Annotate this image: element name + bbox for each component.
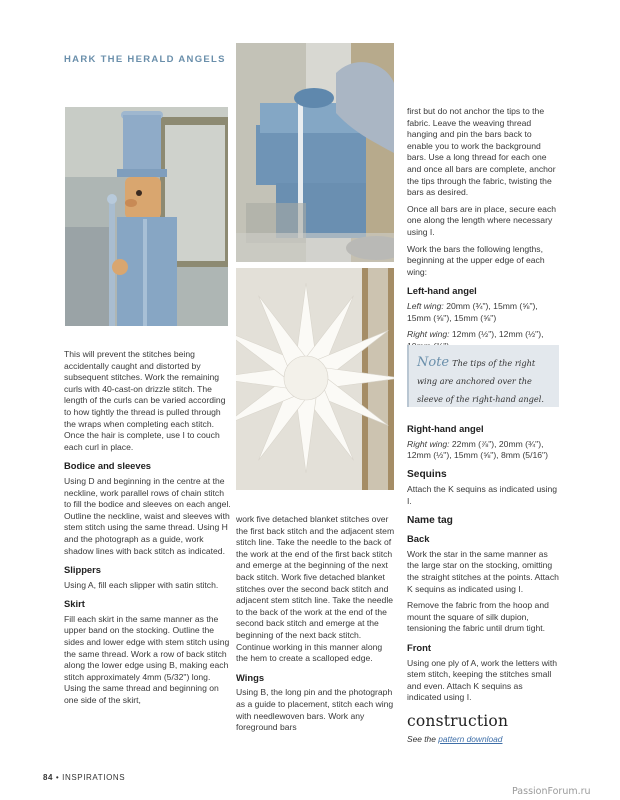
construction-heading: construction	[407, 712, 509, 730]
left-wing-lengths	[407, 301, 557, 324]
section-title: HARK THE HERALD ANGELS	[64, 54, 226, 65]
secure-paragraph: Once all bars are in place, secure each one along the length where necessary using I.	[407, 203, 557, 237]
watermark-text: PassionForum.ru	[512, 786, 591, 797]
wings-paragraph: Using B, the long pin and the photograph as a guide to placement, stitch each wing with needlewoven bars. Work any foreground bars	[236, 687, 394, 733]
pattern-download-link[interactable]: pattern download	[438, 734, 503, 744]
footer-label: INSPIRATIONS	[62, 773, 126, 782]
note-text: The tips of the right wing are anchored over the sleeve of the right-hand angel.	[417, 358, 544, 404]
name-tag-heading: Name tag	[407, 514, 453, 526]
skirt-heading: Skirt	[64, 598, 85, 610]
left-wing-label: Left wing:	[407, 300, 444, 311]
left-text-column	[64, 349, 232, 707]
right-angel-heading: Right-hand angel	[407, 423, 484, 434]
bars-paragraph: first but do not anchor the tips to the fabric. Leave the weaving thread hanging and pin the bars back to enable you to work the background bars. Use a long thread for each one and once all bars are complete, anchor the tips through the fabric, twisting the bars as desired.	[407, 106, 556, 198]
page-footer	[43, 773, 125, 782]
slippers-paragraph: Using A, fill each slipper with satin stitch.	[64, 579, 219, 590]
right-angel-wing-label: Right wing:	[407, 438, 450, 449]
construction-note	[407, 734, 502, 744]
note-label: Note	[417, 355, 450, 370]
front-heading: Front	[407, 641, 431, 653]
intro-paragraph: This will prevent the stitches being accidentally caught and distorted by subsequent stitches. Work the remaining curls with 40-cast-on drizzle stitch. The length of the curls can be varied according to how tightly the thread is pulled through the wraps when completing each stitch. Once the hair is complete, use I to couch each curl in place.	[64, 349, 226, 452]
wings-heading: Wings	[236, 671, 265, 683]
right-angel-lengths	[407, 439, 559, 462]
scallop-paragraph: work five detached blanket stitches over the first back stitch and the adjacent stem stitch line. Take the needle to the back of the work at the end of the first back stitch and emerge at the beginning of the next back stitch. Work five detached blanket stitches over the second back stitch and adjacent stem stitch line. Take the needle to the back of the work at the end of the second back stitch and emerge at the beginning of the next back stitch. Continue working in this manner along the hem to create a scalloped edge.	[236, 514, 395, 664]
skirt-paragraph: Fill each skirt in the same manner as the upper band on the stocking. Outline the sides and lower edge with stem stitch using the same thread. Work a row of back stitch along the lower edge using B, making each stitch approximately 4mm (5/32") long. Using the same thread and beginning on one side of the skirt,	[64, 613, 230, 706]
bodice-heading: Bodice and sleeves	[64, 460, 152, 472]
middle-text-column	[236, 514, 396, 734]
left-wing-values: 20mm (¾"), 15mm (⅝"), 15mm (⅝"), 15mm (⅝")	[407, 300, 538, 323]
footer-separator: •	[53, 773, 63, 782]
note-callout	[407, 345, 559, 407]
sequins-heading: Sequins	[407, 468, 447, 480]
back-heading: Back	[407, 533, 430, 545]
right-wing-values: 12mm (½"), 12mm (½"),	[451, 329, 544, 340]
right-angel-wing-values: 22mm (⅞"), 20mm (¾"), 12mm (½"), 15mm (⅝"), 8mm (5/16")	[407, 438, 548, 461]
slippers-heading: Slippers	[64, 564, 101, 576]
gift-boxes-photo	[236, 43, 394, 262]
right-text-column-top	[407, 106, 557, 352]
construction-see-text: See the	[407, 734, 439, 744]
nutcracker-photo	[65, 107, 228, 326]
back-paragraph-1: Work the star in the same manner as the large star on the stocking, omitting the straight stitches at the points. Attach K sequins as indicated using I.	[407, 548, 559, 594]
page-number: 84	[43, 773, 54, 782]
right-text-column-bottom	[407, 416, 559, 704]
bodice-paragraph: Using D and beginning in the centre at the neckline, work parallel rows of chain stitch to fill the bodice and sleeves on each angel. Outline the neckline, waist and sleeves with stem stitch using the same thread. Using H and the photograph as a guide, work shadow lines with back stitch as indicated.	[64, 475, 231, 556]
paper-snowflake-photo	[236, 268, 394, 490]
lengths-paragraph: Work the bars the following lengths, beginning at the upper edge of each wing:	[407, 243, 545, 277]
left-angel-heading: Left-hand angel	[407, 285, 477, 297]
back-paragraph-2: Remove the fabric from the hoop and mount the square of silk dupion, tensioning the fabric until drum tight.	[407, 600, 549, 634]
sequins-paragraph: Attach the K sequins as indicated using I.	[407, 484, 558, 506]
front-paragraph: Using one ply of A, work the letters with stem stitch, keeping the stitches small and even. Attach K sequins as indicated using I.	[407, 657, 557, 703]
right-wing-label: Right wing:	[407, 329, 450, 340]
